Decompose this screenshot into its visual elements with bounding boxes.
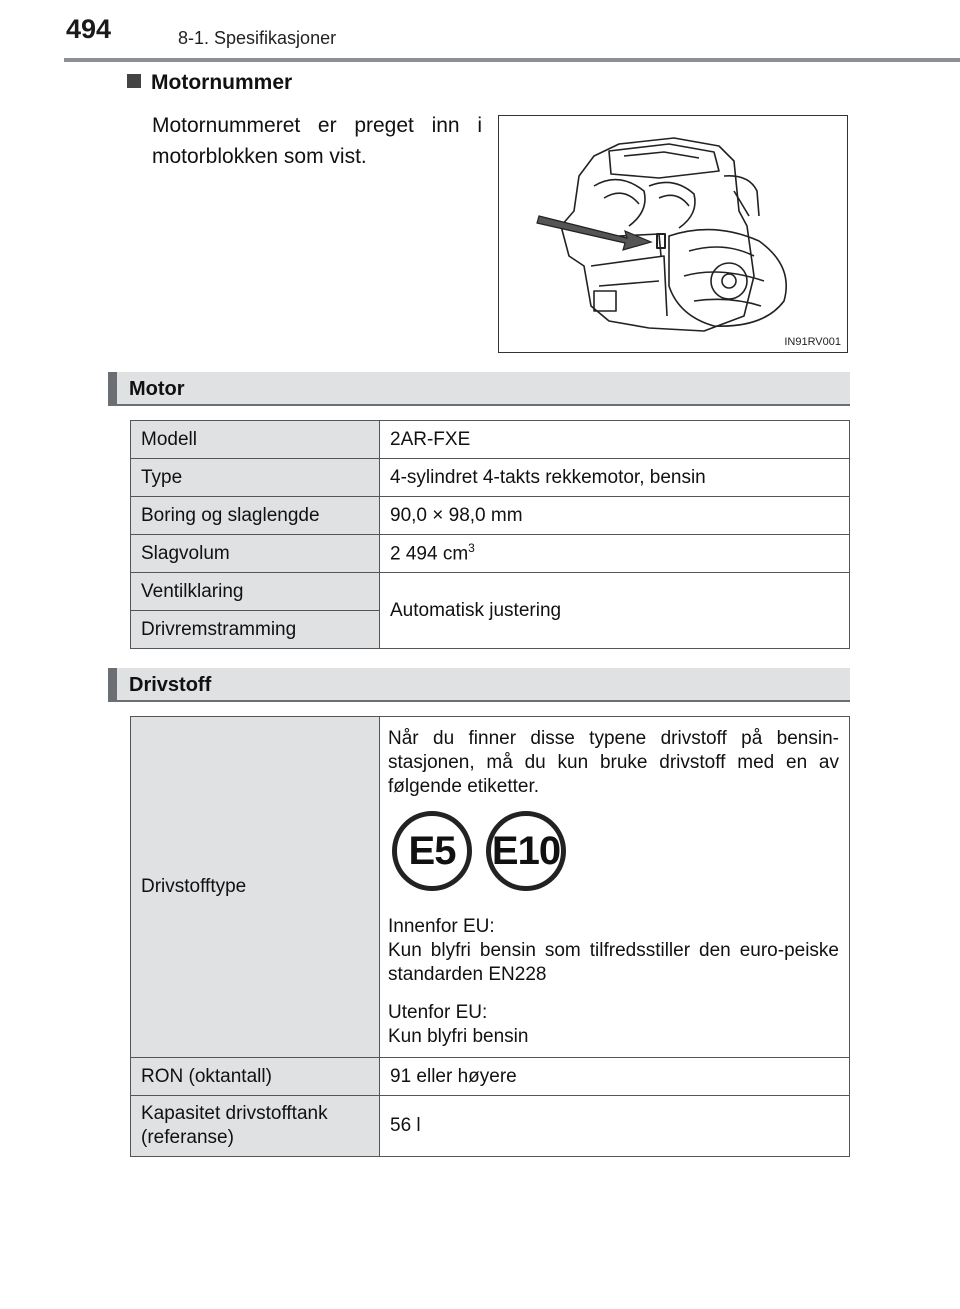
- inside-eu-title: Innenfor EU:: [388, 916, 495, 937]
- chapter-title: 8-1. Spesifikasjoner: [178, 28, 337, 48]
- table-row: [131, 421, 850, 459]
- motor-label-model: Modell: [131, 421, 380, 459]
- outside-eu-title: Utenfor EU:: [388, 1002, 488, 1023]
- fuel-section-title: Drivstoff: [129, 674, 212, 696]
- motor-label-type: Type: [131, 459, 380, 497]
- fuel-type-intro: Når du finner disse typene drivstoff på bensin-stasjonen, må du kun bruke drivstoff med en av følgende etiketter.: [388, 728, 839, 797]
- fuel-table: [130, 716, 850, 1157]
- table-row: [131, 1058, 850, 1096]
- motor-value-displacement: [380, 535, 850, 573]
- fuel-value-ron: 91 eller høyere: [380, 1058, 850, 1096]
- figure-code: IN91RV001: [784, 336, 841, 348]
- e10-label-badge: E10: [486, 811, 566, 891]
- inside-eu-text: Kun blyfri bensin som tilfredsstiller den euro-peiske standarden EN228: [388, 940, 839, 985]
- engine-number-text: Motornummeret er preget inn i motorblokken som vist.: [152, 114, 482, 168]
- table-row: [131, 535, 850, 573]
- motor-value-auto-adjust: Automatisk justering: [380, 573, 850, 649]
- tank-label-line-2: (referanse): [141, 1127, 234, 1148]
- displacement-value: 2 494 cm: [390, 543, 469, 565]
- displacement-exponent: 3: [468, 541, 475, 556]
- motor-label-belt-tension: Drivremstramming: [131, 611, 380, 649]
- motor-section-title: Motor: [129, 378, 185, 400]
- motor-label-displacement: Slagvolum: [131, 535, 380, 573]
- table-row: [131, 717, 850, 1058]
- fuel-label-ron: RON (oktantall): [131, 1058, 380, 1096]
- table-row: [131, 573, 850, 611]
- motor-label-bore-stroke: Boring og slaglengde: [131, 497, 380, 535]
- fuel-section-bar: [108, 668, 850, 702]
- page-number: 494: [66, 14, 112, 44]
- fuel-value-tank: 56 l: [380, 1096, 850, 1157]
- engine-number-heading-text: Motornummer: [151, 71, 293, 94]
- motor-value-model: 2AR-FXE: [380, 421, 850, 459]
- engine-figure: [498, 115, 848, 353]
- motor-table: [130, 420, 850, 649]
- table-row: [131, 459, 850, 497]
- engine-illustration: [499, 116, 846, 351]
- fuel-label-type: Drivstofftype: [131, 717, 380, 1058]
- bullet-square-icon: [127, 74, 141, 88]
- motor-value-bore-stroke: 90,0 × 98,0 mm: [380, 497, 850, 535]
- fuel-label-tank: [131, 1096, 380, 1157]
- motor-value-type: 4-sylindret 4-takts rekkemotor, bensin: [380, 459, 850, 497]
- fuel-labels: [388, 811, 839, 903]
- table-row: [131, 1096, 850, 1157]
- e5-label-badge: E5: [392, 811, 472, 891]
- engine-number-heading: [127, 71, 292, 95]
- motor-label-valve-clearance: Ventilklaring: [131, 573, 380, 611]
- fuel-value-type: [380, 717, 850, 1058]
- header-rule: [64, 58, 960, 62]
- table-row: [131, 497, 850, 535]
- tank-label-line-1: Kapasitet drivstofftank: [141, 1103, 328, 1124]
- outside-eu-text: Kun blyfri bensin: [388, 1026, 529, 1047]
- motor-section-bar: [108, 372, 850, 406]
